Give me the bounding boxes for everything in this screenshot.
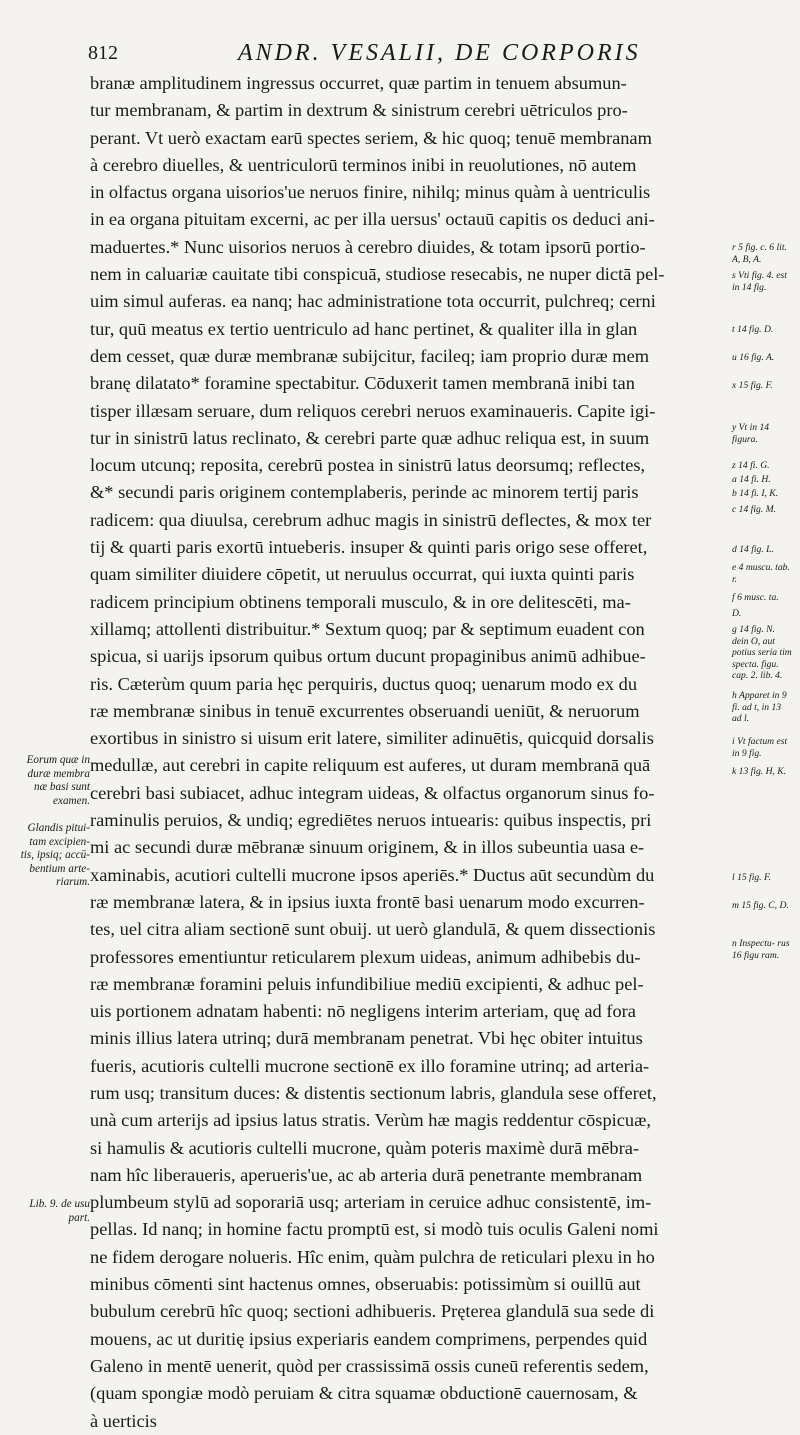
text-line: unà cum arterijs ad ipsius latus stratis. Verùm hæ magis reddentur cōspicuæ,: [90, 1110, 651, 1131]
right-margin-note: d 14 fig. L.: [732, 544, 774, 555]
right-margin-note: r 5 fig. c. 6 lit. A, B, A.: [732, 242, 787, 265]
right-margin-note: i Vt factum est in 9 fig.: [732, 736, 788, 759]
text-line: rum usq; transitum duces: & distentis sectionum labris, glandula sese offeret,: [90, 1082, 657, 1103]
text-line: raminulis peruios, & undiq; egrediētes neruos intuearis: quibus inspectis, pri: [90, 810, 652, 831]
text-line: &* secundi paris originem contemplaberis, perinde ac minorem tertij paris: [90, 482, 639, 503]
left-margin-note: Eorum quæ in duræ membra næ basi sunt examen.: [26, 754, 90, 807]
text-line: uis portionem adnatam habenti: nō negligens interim arteriam, quę ad fora: [90, 1001, 636, 1022]
text-line: mi ac secundi duræ mēbranæ sinuum originem, & in illos subeuntia uasa e-: [90, 837, 645, 858]
left-margin-note: Lib. 9. de usu part.: [29, 1198, 90, 1224]
text-line: perant. Vt uerò exactam earū spectes seriem, & hic quoq; tenuē membranam: [90, 127, 652, 148]
right-margin-note: b 14 fi. I, K.: [732, 488, 779, 499]
right-margin-note: x 15 fig. F.: [732, 380, 773, 391]
running-title: ANDR. VESALII, DE CORPORIS: [238, 40, 641, 66]
text-line: mouens, ac ut duritię ipsius experiaris eandem comprimens, perpendes quid: [90, 1328, 648, 1349]
text-line: fueris, acutioris cultelli mucrone sectionē ex illo foramine utrinq; ad arteria-: [90, 1055, 650, 1076]
text-line: professores ementiuntur reticularem plexum uideas, animum adhibebis du-: [90, 946, 641, 967]
text-line: à uerticis: [90, 1410, 157, 1431]
left-margin-note: Glandis pitui- tam excipien- tis, ipsiq; accū- bentium arte- riarum.: [20, 822, 90, 888]
text-line: ræ membranæ foramini peluis infundibiliue mediū excipienti, & adhuc pel-: [90, 973, 644, 994]
right-margin-note: l 15 fig. F.: [732, 872, 772, 883]
text-line: ræ membranæ sinibus in tenuē excurrentes obseruandi ueniūt, & neruorum: [90, 700, 640, 721]
text-line: ne fidem derogare nolueris. Hîc enim, quàm pulchra de reticulari plexu in ho: [90, 1246, 655, 1267]
text-line: in olfactus organa uisorios'ue neruos finire, nihilq; minus quàm à uentriculis: [90, 182, 651, 203]
text-line: (quam spongiæ modò peruiam & citra squamæ obductionē cauernosam, &: [90, 1383, 638, 1404]
text-line: branę dilatato* foramine spectabitur. Cōduxerit tamen membranā inibi tan: [90, 373, 635, 394]
right-margin-note: h Apparet in 9 fi. ad t, in 13 ad l.: [732, 690, 787, 724]
right-margin-note: a 14 fi. H.: [732, 474, 771, 485]
text-line: radicem: qua diuulsa, cerebrum adhuc magis in sinistrū deflectes, & mox ter: [90, 509, 652, 530]
text-line: tur in sinistrū latus reclinato, & cerebri parte quæ adhuc reliqua est, in suum: [90, 427, 650, 448]
right-margin-note: e 4 muscu. tab. r.: [732, 562, 790, 585]
text-line: minis illius latera utrinq; durā membranam penetrat. Vbi hęc obiter intuitus: [90, 1028, 643, 1049]
text-line: branæ amplitudinem ingressus occurret, quæ partim in tenuem absumun-: [90, 73, 627, 93]
main-text: [90, 70, 690, 1435]
text-line: dem cesset, quæ duræ membranæ subijcitur, facileq; iam proprio duræ mem: [90, 345, 650, 366]
text-line: plumbeum stylū ad soporariā usq; arteriam in ceruice adhuc consistentē, im-: [90, 1192, 652, 1213]
right-margin-note: g 14 fig. N. dein O, aut potius seria tim specta. figu. cap. 2. lib. 4.: [732, 624, 792, 681]
text-line: xillamq; attollenti distribuitur.* Sextum quoq; par & septimum euadent con: [90, 618, 645, 639]
text-line: nem in caluariæ cauitate tibi conspicuā, studiose resecabis, ne nuper dictā pel-: [90, 264, 665, 285]
text-line: quam similiter diuidere cōpetit, ut neruulus occurrat, qui iuxta quinti paris: [90, 564, 635, 585]
right-margin-note: D.: [732, 608, 742, 619]
page-number: 812: [88, 42, 118, 64]
page-header: [88, 42, 760, 68]
right-margin-note: y Vt in 14 figura.: [732, 422, 770, 445]
text-line: exortibus in sinistro si uisum erit latere, similiter adinuētis, quicquid dorsalis: [90, 728, 654, 749]
right-margin-note: k 13 fig. H, K.: [732, 766, 787, 777]
right-margin-note: c 14 fig. M.: [732, 504, 776, 515]
text-line: tur, quū meatus ex tertio uentriculo ad hanc pertinet, & qualiter illa in glan: [90, 318, 638, 339]
text-line: spicua, si uarijs ipsorum quibus ortum ducunt propaginibus animū adhibue-: [90, 646, 646, 667]
text-line: medullæ, aut cerebri in capite reliquum est auferes, ut duram membranā quā: [90, 755, 651, 776]
text-line: radicem principium obtinens temporali musculo, & in ore delitescēti, ma-: [90, 591, 631, 612]
right-margin-note: u 16 fig. A.: [732, 352, 775, 363]
right-margin-note: z 14 fi. G.: [732, 460, 770, 471]
text-line: ræ membranæ latera, & in ipsius iuxta frontē basi uenarum modo excurren-: [90, 891, 645, 912]
text-line: si hamulis & acutioris cultelli mucrone, quàm poteris maximè durā mēbra-: [90, 1137, 640, 1158]
text-line: maduertes.* Nunc uisorios neruos à cerebro diuides, & totam ipsorū portio-: [90, 236, 646, 257]
text-line: pellas. Id nanq; in homine factu promptū est, si modò tuis oculis Galeni nomi: [90, 1219, 659, 1240]
text-line: minibus cōmenti sint hactenus omnes, obseruabis: potissimùm si ouillū aut: [90, 1274, 641, 1295]
text-line: cerebri basi subiacet, adhuc integram uideas, & olfactus organorum sinus fo-: [90, 782, 655, 803]
text-line: nam hîc liberaueris, aperueris'ue, ac ab arteria durā penetrante membranam: [90, 1164, 643, 1185]
right-margin-note: f 6 musc. ta.: [732, 592, 779, 603]
text-line: tij & quarti paris exortū intueberis. insuper & quinti paris origo sese offeret,: [90, 537, 648, 558]
text-line: tisper illæsam seruare, dum reliquos cerebri neruos examinaueris. Capite igi-: [90, 400, 656, 421]
text-line: ris. Cæterùm quum paria hęc perquiris, ductus quoq; uenarum modo ex du: [90, 673, 638, 694]
text-line: à cerebro diuelles, & uentriculorū terminos inibi in reuolutiones, nō autem: [90, 154, 637, 175]
text-line: tur membranam, & partim in dextrum & sinistrum cerebri uētriculos pro-: [90, 100, 628, 121]
right-margin-note: n Inspectu- rus 16 figu ram.: [732, 938, 790, 961]
text-line: locum utcunq; reposita, cerebrū postea in sinistrū latus deorsumq; reflectes,: [90, 455, 646, 476]
text-line: xaminabis, acutiori cultelli mucrone ipsos aperiēs.* Ductus aūt secundùm du: [90, 864, 655, 885]
text-line: in ea organa pituitam excerni, ac per illa uersus' octauū capitis os deduci ani-: [90, 209, 655, 230]
text-line: uim simul auferas. ea nanq; hac administratione tota occurrit, pulchreq; cerni: [90, 291, 656, 312]
text-line: Galeno in mentē uenerit, quòd per crassissimā ossis cuneū referentis sedem,: [90, 1355, 649, 1376]
text-line: bubulum cerebrū hîc quoq; sectioni adhibueris. Pręterea glandulā sua sede di: [90, 1301, 655, 1322]
right-margin-note: m 15 fig. C, D.: [732, 900, 789, 911]
right-margin-note: t 14 fig. D.: [732, 324, 774, 335]
text-line: tes, uel citra aliam sectionē sunt obuij. ut uerò glandulā, & quem dissectionis: [90, 919, 656, 940]
right-margin-note: s Vti fig. 4. est in 14 fig.: [732, 270, 787, 293]
